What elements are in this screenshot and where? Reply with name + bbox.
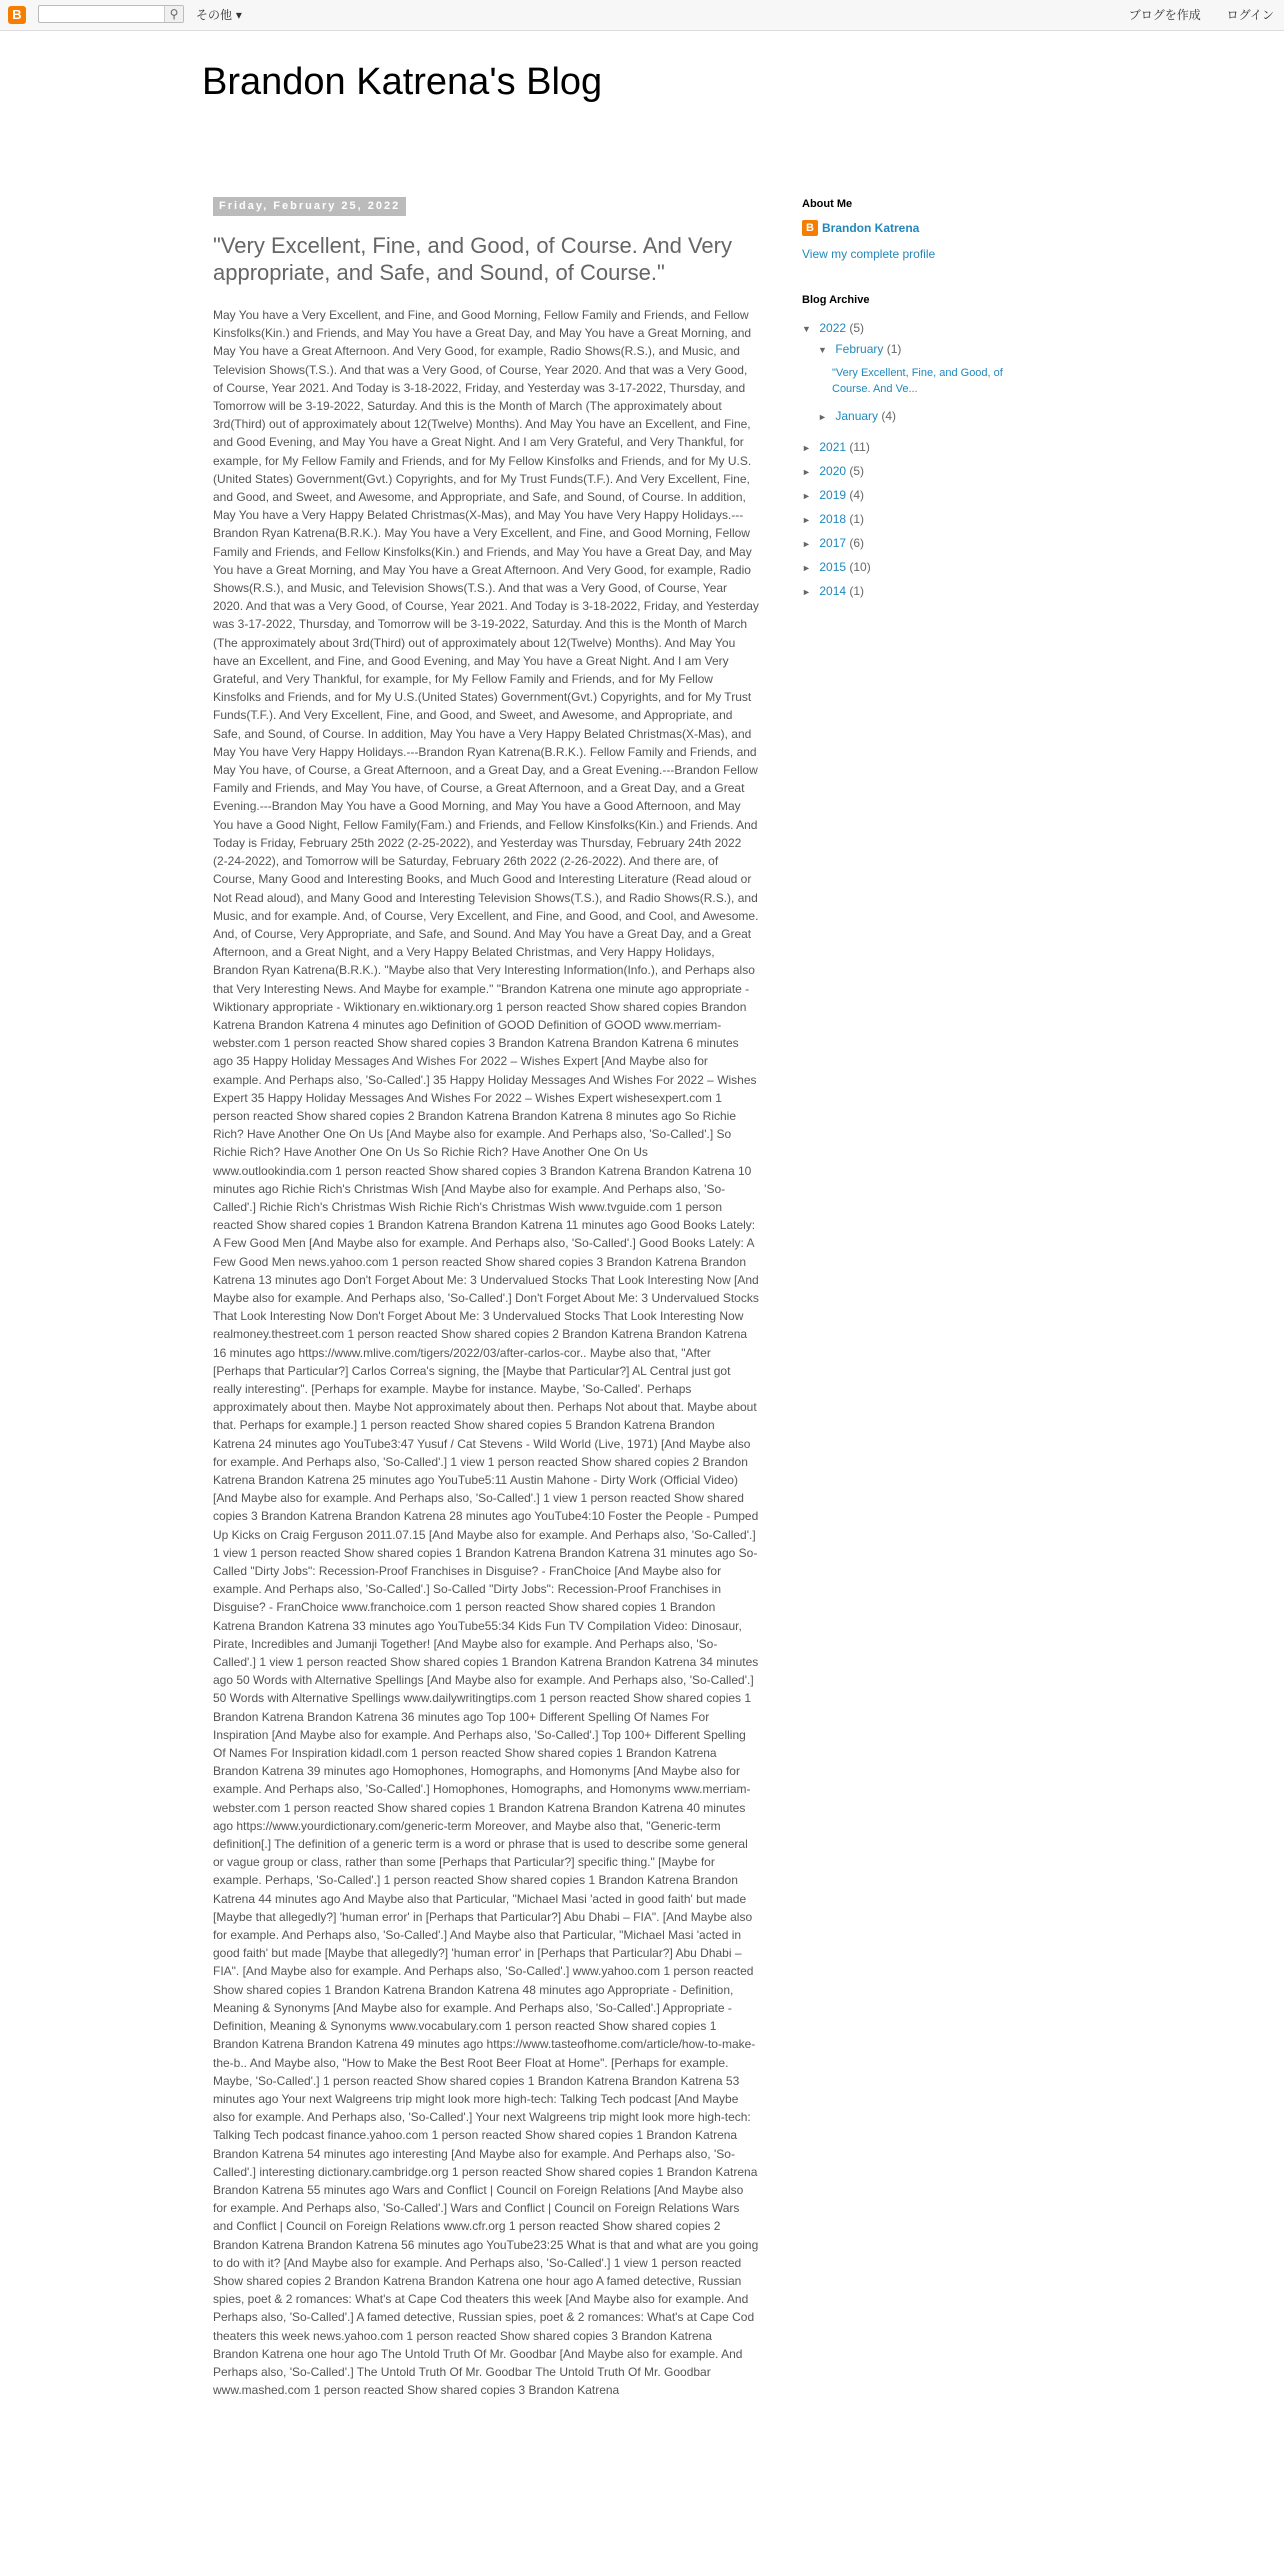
expand-toggle-icon[interactable]: ► <box>802 515 811 525</box>
expand-toggle-icon[interactable]: ► <box>802 467 811 477</box>
login-link[interactable]: ログイン <box>1226 8 1274 22</box>
search-icon[interactable]: ⚲ <box>164 6 183 22</box>
archive-year-2019[interactable]: 2019 <box>819 488 847 502</box>
blog-title[interactable]: Brandon Katrena's Blog <box>202 61 603 103</box>
post-date-header: Friday, February 25, 2022 <box>213 197 406 216</box>
archive-month-february[interactable]: February <box>835 342 884 356</box>
archive-count: (1) <box>849 584 865 598</box>
main-column <box>213 196 759 2399</box>
collapse-toggle-icon[interactable]: ▼ <box>818 345 827 355</box>
archive-count: (5) <box>849 464 865 478</box>
blog-archive <box>802 292 1062 600</box>
blogger-navbar <box>0 0 1284 31</box>
archive-count: (4) <box>849 488 865 502</box>
archive-year-2017[interactable]: 2017 <box>819 536 847 550</box>
archive-year-2014[interactable]: 2014 <box>819 584 847 598</box>
expand-toggle-icon[interactable]: ► <box>802 587 811 597</box>
archive-count: (5) <box>849 321 865 335</box>
archive-year-2022[interactable]: 2022 <box>819 321 847 335</box>
archive-year-2018[interactable]: 2018 <box>819 512 847 526</box>
expand-toggle-icon[interactable]: ► <box>802 539 811 549</box>
about-me-title: About Me <box>802 198 853 210</box>
blogger-profile-icon: B <box>802 220 818 236</box>
author-name-link[interactable]: Brandon Katrena <box>822 221 920 235</box>
create-blog-link[interactable]: ブログを作成 <box>1128 8 1201 22</box>
expand-toggle-icon[interactable]: ► <box>802 491 811 501</box>
collapse-toggle-icon[interactable]: ▼ <box>802 324 811 334</box>
blogger-logo-icon[interactable]: B <box>8 6 26 24</box>
archive-month-january[interactable]: January <box>835 409 879 423</box>
expand-toggle-icon[interactable]: ► <box>818 412 827 422</box>
archive-count: (10) <box>849 560 871 574</box>
archive-year-2020[interactable]: 2020 <box>819 464 847 478</box>
archive-year-2021[interactable]: 2021 <box>819 440 847 454</box>
post-body: May You have a Very Excellent, and Fine, and Good Morning, Fellow Family and Friends, and Fellow Kinsfolks(Kin.) and Friends, and May You have a Great Day, and May You have a Great Morning, and May You have a Great Afternoon. And Very Good, for example, Radio Shows(R.S.), and Music, and Television Shows(T.S.). And that was a Very Good, of Course, Year 2020. And that was a Very Good, of Course, Year 2021. And Today is 3-18-2022, Friday, and Yesterday was 3-17-2022, Thursday, and Tomorrow will be 3-19-2022, Saturday. And this is the Month of March (The approximately about 3rd(Third) out of approximately about 12(Twelve) Months). And May You have an Excellent, and Fine, and Good Evening, and May You have a Great Night. And I am Very Grateful, and Very Thankful, for example, for My Fellow Family and Friends, and for My Fellow Kinsfolks and Friends, and for My U.S.(United States) Government(Gvt.) Copyrights, and for My Trust Funds(T.F.). And Very Excellent, Fine, and Good, and Sweet, and Awesome, and Appropriate, and Safe, and Sound, of Course. In addition, May You have a Very Happy Belated Christmas(X-Mas), and May You have Very Happy Holidays.---Brandon Ryan Katrena(B.R.K.). May You have a Very Excellent, and Fine, and Good Morning, Fellow Family and Friends, and Fellow Kinsfolks(Kin.) and Friends, and May You have a Great Day, and May You have a Great Morning, and May You have a Great Afternoon. And Very Good, for example, Radio Shows(R.S.), and Music, and Television Shows(T.S.). And that was a Very Good, of Course, Year 2020. And that was a Very Good, of Course, Year 2021. And Today is 3-18-2022, Friday, and Yesterday was 3-17-2022, Thursday, and Tomorrow will be 3-19-2022, Saturday. And this is the Month of March (The approximately about 3rd(Third) out of approximately about 12(Twelve) Months). And May You have an Excellent, and Fine, and Good Evening, and May You have a Great Night. And I am Very Grateful, and Very Thankful, for example, for My Fellow Family and Friends, and for My Fellow Kinsfolks and Friends, and for My U.S.(United States) Government(Gvt.) Copyrights, and for My Trust Funds(T.F.). And Very Excellent, Fine, and Good, and Sweet, and Awesome, and Appropriate, and Safe, and Sound, of Course. In addition, May You have a Very Happy Belated Christmas(X-Mas), and May You have Very Happy Holidays.---Brandon Ryan Katrena(B.R.K.). Fellow Family and Friends, and May You have, of Course, a Great Afternoon, and a Great Day, and a Great Evening.---Brandon Fellow Family and Friends, and May You have, of Course, a Great Afternoon, and a Great Day, and a Great Evening.---Brandon May You have a Good Morning, and May You have a Good Afternoon, and May You have a Good Night, Fellow Family(Fam.) and Friends, and Fellow Kinsfolks(Kin.) and Friends. And Today is Friday, February 25th 2022 (2-25-2022), and Yesterday was Thursday, February 24th 2022 (2-24-2022), and Tomorrow will be Saturday, February 26th 2022 (2-26-2022). And there are, of Course, Many Good and Interesting Books, and Much Good and Interesting Literature (Read aloud or Not Read aloud), and Many Good and Interesting Television Shows(T.S.), and Radio Shows(R.S.), and Music, and for example. And, of Course, Very Excellent, and Fine, and Good, and Cool, and Awesome. And, of Course, Very Appropriate, and Safe, and Sound. And May You have a Great Day, and a Great Afternoon, and a Great Night, and a Very Happy Belated Christmas, and Very Happy Holidays, Brandon Ryan Katrena(B.R.K.). "Maybe also that Very Interesting Information(Info.), and Perhaps also that Very Interesting News. And Maybe for example." "Brandon Katrena one minute ago appropriate - Wiktionary appropriate - Wiktionary en.wiktionary.org 1 person reacted Show shared copies Brandon Katrena Brandon Katrena 4 minutes ago Definition of GOOD Definition of GOOD www.merriam-webster.com 1 person reacted Show shared copies 3 Brandon Katrena Brandon Katrena 6 minutes ago 35 Happy Holiday Messages And Wishes For 2022 – Wishes Expert [And Maybe also for example. And Perhaps also, 'So-Called'.] 35 Happy Holiday Messages And Wishes For 2022 – Wishes Expert 35 Happy Holiday Messages And Wishes For 2022 – Wishes Expert wishesexpert.com 1 person reacted Show shared copies 2 Brandon Katrena Brandon Katrena 8 minutes ago So Richie Rich? Have Another One On Us [And Maybe also for example. And Perhaps also, 'So-Called'.] So Richie Rich? Have Another One On Us So Richie Rich? Have Another One On Us www.outlookindia.com 1 person reacted Show shared copies 3 Brandon Katrena Brandon Katrena 10 minutes ago Richie Rich's Christmas Wish [And Maybe also for example. And Perhaps also, 'So-Called'.] Richie Rich's Christmas Wish Richie Rich's Christmas Wish www.tvguide.com 1 person reacted Show shared copies 1 Brandon Katrena Brandon Katrena 11 minutes ago Good Books Lately: A Few Good Men [And Maybe also for example. And Perhaps also, 'So-Called'.] Good Books Lately: A Few Good Men news.yahoo.com 1 person reacted Show shared copies 3 Brandon Katrena Brandon Katrena 13 minutes ago Don't Forget About Me: 3 Undervalued Stocks That Look Interesting Now [And Maybe also for example. And Perhaps also, 'So-Called'.] Don't Forget About Me: 3 Undervalued Stocks That Look Interesting Now Don't Forget About Me: 3 Undervalued Stocks That Look Interesting Now realmoney.thestreet.com 1 person reacted Show shared copies 2 Brandon Katrena Brandon Katrena 16 minutes ago https://www.mlive.com/tigers/2022/03/after-carlos-cor.. Maybe also that, "After [Perhaps that Particular?] Carlos Correa's signing, the [Maybe that Particular?] AL Central just got really interesting". [Perhaps for example. Maybe for instance. Maybe, 'So-Called'. Perhaps approximately about then. Maybe Not approximately about then. Perhaps Not about that. Maybe about that. Perhaps for example.] 1 person reacted Show shared copies 5 Brandon Katrena Brandon Katrena 24 minutes ago YouTube3:47 Yusuf / Cat Stevens - Wild World (Live, 1971) [And Maybe also for example. And Perhaps also, 'So-Called'.] 1 view 1 person reacted Show shared copies 2 Brandon Katrena Brandon Katrena 25 minutes ago YouTube5:11 Austin Mahone - Dirty Work (Official Video) [And Maybe also for example. And Perhaps also, 'So-Called'.] 1 view 1 person reacted Show shared copies 3 Brandon Katrena Brandon Katrena 28 minutes ago YouTube4:10 Foster the People - Pumped Up Kicks on Craig Ferguson 2011.07.15 [And Maybe also for example. And Perhaps also, 'So-Called'.] 1 view 1 person reacted Show shared copies 1 Brandon Katrena Brandon Katrena 31 minutes ago So-Called "Dirty Jobs": Recession-Proof Franchises in Disguise? - FranChoice [And Maybe also for example. And Perhaps also, 'So-Called'.] So-Called "Dirty Jobs": Recession-Proof Franchises in Disguise? - FranChoice www.franchoice.com 1 person reacted Show shared copies 1 Brandon Katrena Brandon Katrena 33 minutes ago YouTube55:34 Kids Fun TV Compilation Video: Dinosaur, Pirate, Incredibles and Jumanji Together! [And Maybe also for example. And Perhaps also, 'So-Called'.] 1 view 1 person reacted Show shared copies 1 Brandon Katrena Brandon Katrena 34 minutes ago 50 Words with Alternative Spellings [And Maybe also for example. And Perhaps also, 'So-Called'.] 50 Words with Alternative Spellings www.dailywritingtips.com 1 person reacted Show shared copies 1 Brandon Katrena Brandon Katrena 36 minutes ago Top 100+ Different Spelling Of Names For Inspiration [And Maybe also for example. And Perhaps also, 'So-Called'.] Top 100+ Different Spelling Of Names For Inspiration kidadl.com 1 person reacted Show shared copies 1 Brandon Katrena Brandon Katrena 39 minutes ago Homophones, Homographs, and Homonyms [And Maybe also for example. And Perhaps also, 'So-Called'.] Homophones, Homographs, and Homonyms www.merriam-webster.com 1 person reacted Show shared copies 1 Brandon Katrena Brandon Katrena 40 minutes ago https://www.yourdictionary.com/generic-term Moreover, and Maybe also that, "Generic-term definition[.] The definition of a generic term is a word or phrase that is used to describe some general or vague group or class, rather than some [Perhaps that Particular?] specific thing." [Maybe for example. Perhaps, 'So-Called'.] 1 person reacted Show shared copies 1 Brandon Katrena Brandon Katrena 44 minutes ago And Maybe also that Particular, "Michael Masi 'acted in good faith' but made [Maybe that allegedly?] 'human error' in [Perhaps that Particular?] Abu Dhabi – FIA". [And Maybe also for example. And Perhaps also, 'So-Called'.] And Maybe also that Particular, "Michael Masi 'acted in good faith' but made [Maybe that allegedly?] 'human error' in [Perhaps that Particular?] Abu Dhabi – FIA". [And Maybe also for example. And Perhaps also, 'So-Called'.] www.yahoo.com 1 person reacted Show shared copies 1 Brandon Katrena Brandon Katrena 48 minutes ago Appropriate - Definition, Meaning & Synonyms [And Maybe also for example. And Perhaps also, 'So-Called'.] Appropriate - Definition, Meaning & Synonyms www.vocabulary.com 1 person reacted Show shared copies 1 Brandon Katrena Brandon Katrena 49 minutes ago https://www.tasteofhome.com/article/how-to-make-the-b.. And Maybe also, "How to Make the Best Root Beer Float at Home". [Perhaps for example. Maybe, 'So-Called'.] 1 person reacted Show shared copies 1 Brandon Katrena Brandon Katrena 53 minutes ago Your next Walgreens trip might look more high-tech: Talking Tech podcast [And Maybe also for example. And Perhaps also, 'So-Called'.] Your next Walgreens trip might look more high-tech: Talking Tech podcast finance.yahoo.com 1 person reacted Show shared copies 1 Brandon Katrena Brandon Katrena 54 minutes ago interesting [And Maybe also for example. And Perhaps also, 'So-Called'.] interesting dictionary.cambridge.org 1 person reacted Show shared copies 1 Brandon Katrena Brandon Katrena 55 minutes ago Wars and Conflict | Council on Foreign Relations [And Maybe also for example. And Perhaps also, 'So-Called'.] Wars and Conflict | Council on Foreign Relations Wars and Conflict | Council on Foreign Relations www.cfr.org 1 person reacted Show shared copies 2 Brandon Katrena Brandon Katrena 56 minutes ago YouTube23:25 What is that and what are you going to do with it? [And Maybe also for example. And Perhaps also, 'So-Called'.] 1 view 1 person reacted Show shared copies 2 Brandon Katrena Brandon Katrena one hour ago A famed detective, Russian spies, poet & 2 romances: What's at Cape Cod theaters this week [And Maybe also for example. And Perhaps also, 'So-Called'.] A famed detective, Russian spies, poet & 2 romances: What's at Cape Cod theaters this week news.yahoo.com 1 person reacted Show shared copies 3 Brandon Katrena Brandon Katrena one hour ago The Untold Truth Of Mr. Goodbar [And Maybe also for example. And Perhaps also, 'So-Called'.] The Untold Truth Of Mr. Goodbar The Untold Truth Of Mr. Goodbar www.mashed.com 1 person reacted Show shared copies 3 Brandon Katrena <box>213 308 759 2398</box>
archive-count: (6) <box>849 536 865 550</box>
view-profile-link[interactable]: View my complete profile <box>802 247 936 261</box>
search-input[interactable] <box>38 5 184 23</box>
archive-year-2015[interactable]: 2015 <box>819 560 847 574</box>
archive-count: (1) <box>849 512 865 526</box>
archive-post-link[interactable]: "Very Excellent, Fine, and Good, of Course. And Ve... <box>832 367 1003 395</box>
archive-count: (4) <box>881 409 897 423</box>
archive-count: (11) <box>849 440 870 454</box>
expand-toggle-icon[interactable]: ► <box>802 563 811 573</box>
expand-toggle-icon[interactable]: ► <box>802 443 811 453</box>
more-menu-button[interactable]: その他 ▾ <box>196 8 242 22</box>
blog-archive-title: Blog Archive <box>802 294 870 306</box>
post-title: "Very Excellent, Fine, and Good, of Course. And Very appropriate, and Safe, and Sound, of Course." <box>213 233 732 285</box>
archive-count: (1) <box>886 342 902 356</box>
sidebar <box>802 196 1062 607</box>
